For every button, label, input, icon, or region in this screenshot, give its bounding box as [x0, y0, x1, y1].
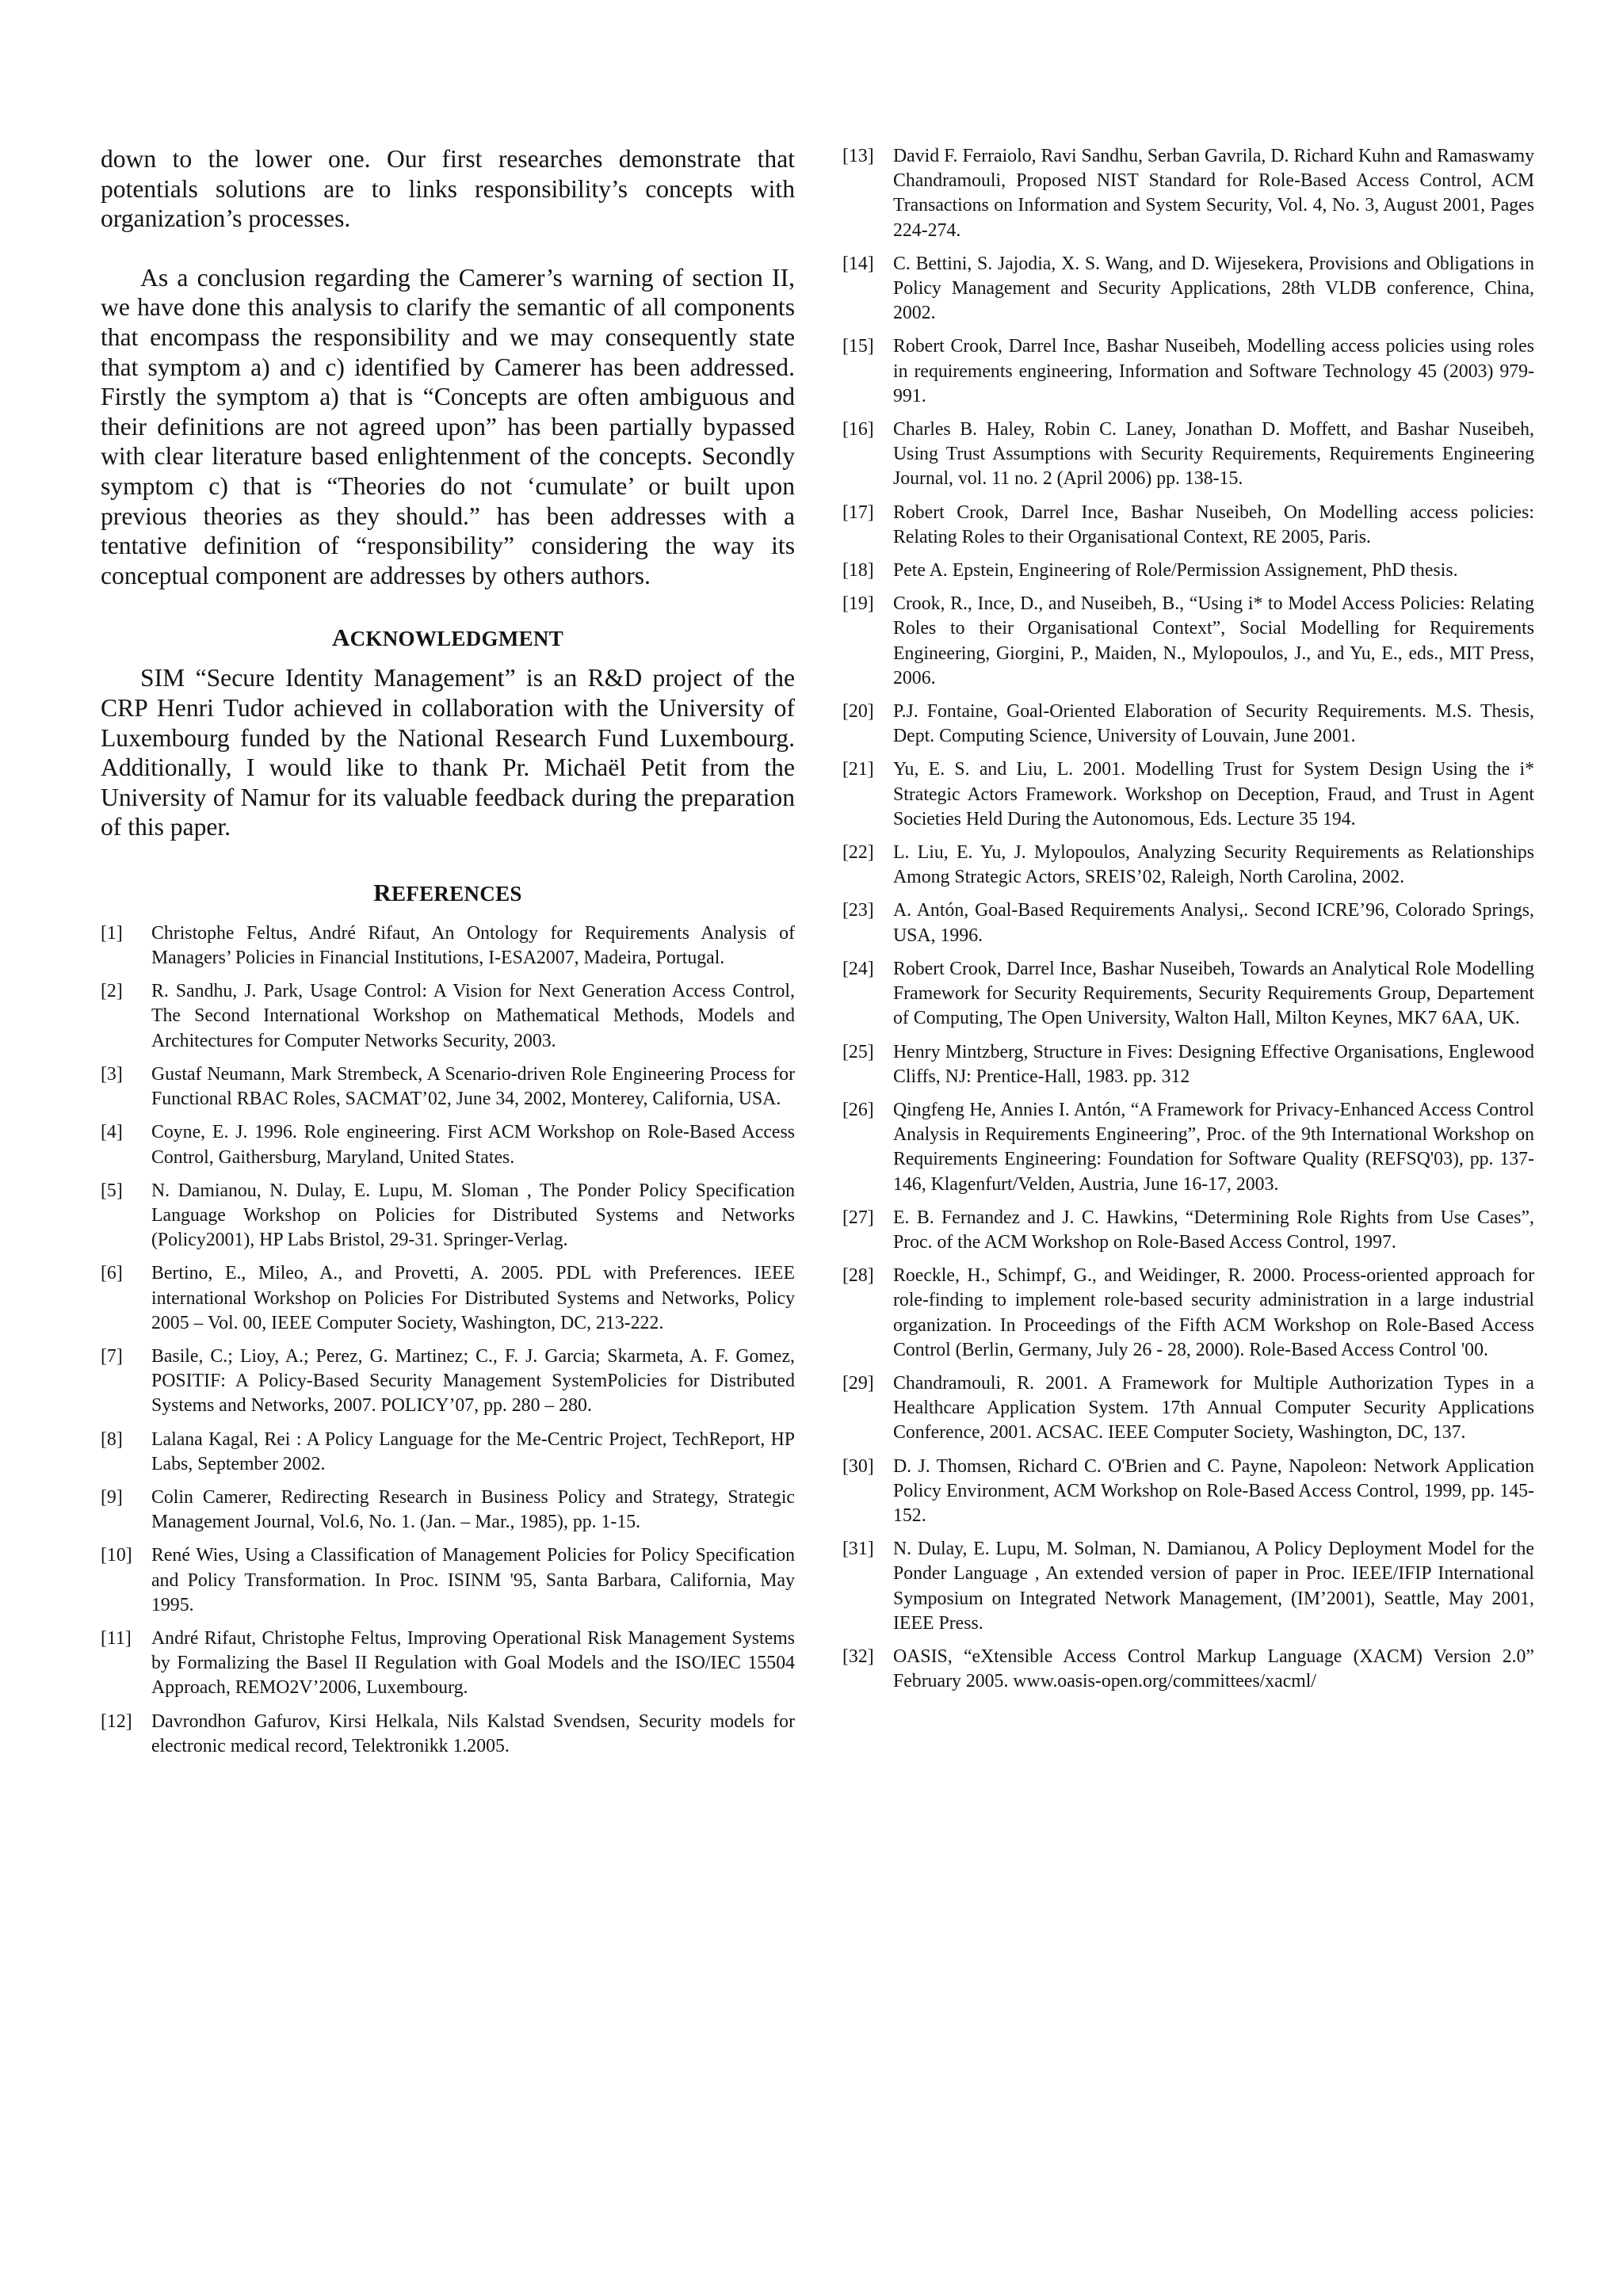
reference-number: [28] — [842, 1265, 874, 1287]
reference-number: [9] — [101, 1486, 123, 1508]
reference-number: [23] — [842, 900, 874, 921]
reference-text: Chandramouli, R. 2001. A Framework for Multiple Authorization Types in a Healthcare Application System. 17th Annual Computer Security Applications Conference, 2001. ACSAC. IEEE Computer Society, Washington, DC, 137. — [893, 1372, 1534, 1444]
acknowledgment-heading-rest: CKNOWLEDGMENT — [349, 627, 564, 651]
reference-number: [18] — [842, 560, 874, 582]
reference-number: [20] — [842, 701, 874, 723]
reference-item — [842, 757, 1534, 832]
right-column — [842, 144, 1534, 1703]
references-heading — [101, 879, 795, 907]
reference-text: Henry Mintzberg, Structure in Fives: Designing Effective Organisations, Englewood Cliffs, NJ: Prentice-Hall, 1983. pp. 312 — [893, 1041, 1534, 1087]
reference-list-left — [101, 921, 795, 1759]
reference-number: [17] — [842, 502, 874, 523]
reference-text: André Rifaut, Christophe Feltus, Improving Operational Risk Management Systems by Formalizing the Basel II Regulation with Goal Models and the ISO/IEC 15504 Approach, REMO2V’2006, Luxembourg. — [151, 1627, 795, 1699]
reference-text: L. Liu, E. Yu, J. Mylopoulos, Analyzing Security Requirements as Relationships Among Strategic Actors, SREIS’02, Raleigh, North Carolina, 2002. — [893, 842, 1534, 888]
reference-text: Robert Crook, Darrel Ince, Bashar Nuseibeh, Towards an Analytical Role Modelling Framework for Security Requirements, Security Requirements Group, Departement of Computing, The Open University, Walton Hall, Milton Keynes, MK7 6AA, UK. — [893, 958, 1534, 1029]
reference-text: OASIS, “eXtensible Access Control Markup Language (XACM) Version 2.0” February 2005. www.oasis-open.org/committees/xacml/ — [893, 1646, 1534, 1692]
reference-number: [16] — [842, 419, 874, 441]
reference-text: Robert Crook, Darrel Ince, Bashar Nuseibeh, Modelling access policies using roles in requirements engineering, Information and Software Technology 45 (2003) 979-991. — [893, 336, 1534, 406]
reference-item — [842, 898, 1534, 948]
reference-item — [842, 957, 1534, 1032]
reference-item — [842, 252, 1534, 326]
reference-item — [842, 1371, 1534, 1446]
reference-number: [30] — [842, 1455, 874, 1477]
reference-number: [21] — [842, 759, 874, 780]
reference-text: Lalana Kagal, Rei : A Policy Language for the Me-Centric Project, TechReport, HP Labs, September 2002. — [151, 1428, 795, 1474]
reference-text: C. Bettini, S. Jajodia, X. S. Wang, and D. Wijesekera, Provisions and Obligations in Policy Management and Security Applications, 28th VLDB conference, China, 2002. — [893, 253, 1534, 324]
reference-item — [101, 1062, 795, 1112]
reference-text: Gustaf Neumann, Mark Strembeck, A Scenario-driven Role Engineering Process for Functional RBAC Roles, SACMAT’02, June 34, 2002, Monterey, California, USA. — [151, 1063, 795, 1110]
reference-item — [842, 501, 1534, 550]
reference-item — [842, 559, 1534, 583]
reference-number: [7] — [101, 1345, 123, 1367]
reference-text: Crook, R., Ince, D., and Nuseibeh, B., “Using i* to Model Access Policies: Relating Roles to their Organisational Context”, Social Modelling for Requirements Engineering, Giorgini, P., Maiden, N., Mylopoulos, J., and Yu, E., eds., MIT Press, 2006. — [893, 593, 1534, 688]
reference-text: Roeckle, H., Schimpf, G., and Weidinger, R. 2000. Process-oriented approach for role-finding to implement role-based security administration in a large industrial organization. In Proceedings of the Fifth ACM Workshop on Role-Based Access Control (Berlin, Germany, July 26 - 28, 2000). Role-Based Access Control '00. — [893, 1265, 1534, 1360]
reference-number: [1] — [101, 922, 123, 944]
reference-item — [842, 841, 1534, 890]
reference-item — [842, 1206, 1534, 1255]
reference-number: [29] — [842, 1372, 874, 1394]
reference-number: [15] — [842, 336, 874, 357]
reference-item — [842, 1264, 1534, 1363]
references-heading-initial: R — [373, 878, 391, 906]
reference-item — [842, 1645, 1534, 1694]
reference-item — [842, 1040, 1534, 1089]
reference-item — [101, 1120, 795, 1169]
reference-text: Basile, C.; Lioy, A.; Perez, G. Martinez; C., F. J. Garcia; Skarmeta, A. F. Gomez, POSITIF: A Policy-Based Security Management SystemPolicies for Distributed Systems and Networks, 2007. POLICY’07, pp. 280 – 280. — [151, 1345, 795, 1417]
reference-item — [101, 979, 795, 1054]
reference-text: Yu, E. S. and Liu, L. 2001. Modelling Trust for System Design Using the i* Strategic Actors Framework. Workshop on Deception, Fraud, and Trust in Agent Societies Held During the Autonomous, Eds. Lecture 35 194. — [893, 759, 1534, 830]
reference-item — [101, 1344, 795, 1419]
reference-number: [14] — [842, 253, 874, 274]
reference-number: [25] — [842, 1041, 874, 1062]
reference-text: N. Damianou, N. Dulay, E. Lupu, M. Sloman , The Ponder Policy Specification Language Workshop on Policies for Distributed Systems and Networks (Policy2001), HP Labs Bristol, 29-31. Springer-Verlag. — [151, 1180, 795, 1251]
reference-text: A. Antón, Goal-Based Requirements Analysi,. Second ICRE’96, Colorado Springs, USA, 1996. — [893, 900, 1534, 946]
reference-number: [13] — [842, 146, 874, 166]
reference-text: René Wies, Using a Classification of Management Policies for Policy Specification and Policy Transformation. In Proc. ISINM '95, Santa Barbara, California, May 1995. — [151, 1545, 795, 1615]
reference-text: E. B. Fernandez and J. C. Hawkins, “Determining Role Rights from Use Cases”, Proc. of the ACM Workshop on Role-Based Access Control, 1997. — [893, 1207, 1534, 1253]
reference-text: R. Sandhu, J. Park, Usage Control: A Vision for Next Generation Access Control, The Second International Workshop on Mathematical Methods, Models and Architectures for Computer Networks Security, 2003. — [151, 981, 795, 1051]
reference-number: [26] — [842, 1099, 874, 1120]
references-heading-rest: EFERENCES — [391, 881, 522, 906]
reference-number: [10] — [101, 1545, 132, 1566]
reference-text: Coyne, E. J. 1996. Role engineering. First ACM Workshop on Role-Based Access Control, Gaithersburg, Maryland, United States. — [151, 1122, 795, 1168]
reference-number: [24] — [842, 958, 874, 979]
reference-item — [101, 1486, 795, 1535]
reference-item — [101, 1710, 795, 1759]
reference-item — [101, 921, 795, 971]
reference-item — [842, 334, 1534, 409]
reference-text: Qingfeng He, Annies I. Antón, “A Framework for Privacy-Enhanced Access Control Analysis in Requirements Engineering”, Proc. of the 9th International Workshop on Requirements Engineering: Foundation for Software Quality (REFSQ'03), pp. 137-146, Klagenfurt/Velden, Austria, June 16-17, 2003. — [893, 1099, 1534, 1195]
reference-item — [842, 1098, 1534, 1197]
reference-number: [11] — [101, 1627, 132, 1649]
reference-item — [842, 700, 1534, 749]
reference-number: [27] — [842, 1207, 874, 1228]
reference-item — [842, 592, 1534, 691]
reference-item — [101, 1627, 795, 1701]
reference-number: [4] — [101, 1122, 123, 1143]
reference-item — [101, 1261, 795, 1336]
reference-item — [101, 1543, 795, 1618]
conclusion-paragraph: As a conclusion regarding the Camerer’s warning of section II, we have done this analysis to clarify the semantic of all components that encompass the responsibility and we may consequently state that symptom a) and c) identified by Camerer has been addressed. Firstly the symptom a) that is “Concepts are often ambiguous and their definitions are not agreed upon” has been partially bypassed with clear literature based enlightenment of the concepts. Secondly symptom c) that is “Theories do not ‘cumulate’ or built upon previous theories as they should.” has been addresses with a tentative definition of “responsibility” considering the way its conceptual component are addresses by others authors. — [101, 263, 795, 589]
reference-number: [19] — [842, 593, 874, 615]
reference-item — [842, 1537, 1534, 1636]
reference-number: [2] — [101, 981, 123, 1002]
reference-item — [842, 418, 1534, 492]
reference-number: [31] — [842, 1539, 874, 1560]
reference-text: D. J. Thomsen, Richard C. O'Brien and C. Payne, Napoleon: Network Application Policy Environment, ACM Workshop on Role-Based Access Control, 1999, pp. 145-152. — [893, 1455, 1534, 1526]
reference-text: Robert Crook, Darrel Ince, Bashar Nuseibeh, On Modelling access policies: Relating Roles to their Organisational Context, RE 2005, Paris. — [893, 502, 1534, 547]
reference-number: [8] — [101, 1428, 123, 1450]
reference-item — [842, 144, 1534, 243]
left-column — [101, 144, 795, 1768]
reference-text: David F. Ferraiolo, Ravi Sandhu, Serban Gavrila, D. Richard Kuhn and Ramaswamy Chandramouli, Proposed NIST Standard for Role-Based Access Control, ACM Transactions on Information and System Security, Vol. 4, No. 3, August 2001, Pages 224-274. — [893, 146, 1534, 241]
reference-number: [3] — [101, 1063, 123, 1085]
reference-item — [101, 1428, 795, 1477]
reference-text: Davrondhon Gafurov, Kirsi Helkala, Nils Kalstad Svendsen, Security models for electronic medical record, Telektronikk 1.2005. — [151, 1711, 795, 1756]
reference-number: [22] — [842, 842, 874, 864]
reference-number: [5] — [101, 1180, 123, 1201]
reference-number: [12] — [101, 1711, 132, 1732]
reference-text: Bertino, E., Mileo, A., and Provetti, A. 2005. PDL with Preferences. IEEE international Workshop on Policies For Distributed Systems and Networks, Policy 2005 – Vol. 00, IEEE Computer Society, Washington, DC, 213-222. — [151, 1263, 795, 1333]
reference-number: [6] — [101, 1263, 123, 1284]
acknowledgment-paragraph: SIM “Secure Identity Management” is an R&D project of the CRP Henri Tudor achieved in collaboration with the University of Luxembourg funded by the National Research Fund Luxembourg. Additionally, I would like to thank Pr. Michaël Petit from the University of Namur for its valuable feedback during the preparation of this paper. — [101, 664, 795, 841]
reference-item — [842, 1455, 1534, 1529]
reference-text: Charles B. Haley, Robin C. Laney, Jonathan D. Moffett, and Bashar Nuseibeh, Using Trust Assumptions with Security Requirements, Requirements Engineering Journal, vol. 11 no. 2 (April 2006) pp. 138-15. — [893, 419, 1534, 490]
reference-text: Colin Camerer, Redirecting Research in Business Policy and Strategy, Strategic Management Journal, Vol.6, No. 1. (Jan. – Mar., 1985), pp. 1-15. — [151, 1486, 795, 1533]
reference-text: Pete A. Epstein, Engineering of Role/Permission Assignement, PhD thesis. — [893, 560, 1458, 582]
reference-text: N. Dulay, E. Lupu, M. Solman, N. Damianou, A Policy Deployment Model for the Ponder Language , An extended version of paper in Proc. IEEE/IFIP International Symposium on Integrated Network Management, (IM’2001), Seattle, May 2001, IEEE Press. — [893, 1539, 1534, 1634]
acknowledgment-heading — [101, 624, 795, 652]
reference-item — [101, 1179, 795, 1253]
continuation-paragraph: down to the lower one. Our first researches demonstrate that potentials solutions are to links responsibility’s concepts with organization’s processes. — [101, 145, 795, 233]
reference-number: [32] — [842, 1646, 874, 1667]
reference-text: Christophe Feltus, André Rifaut, An Ontology for Requirements Analysis of Managers’ Policies in Financial Institutions, I-ESA2007, Madeira, Portugal. — [151, 922, 795, 969]
reference-text: P.J. Fontaine, Goal-Oriented Elaboration of Security Requirements. M.S. Thesis, Dept. Computing Science, University of Louvain, June 2001. — [893, 701, 1534, 747]
acknowledgment-heading-initial: A — [331, 624, 350, 652]
reference-list-right — [842, 144, 1534, 1694]
